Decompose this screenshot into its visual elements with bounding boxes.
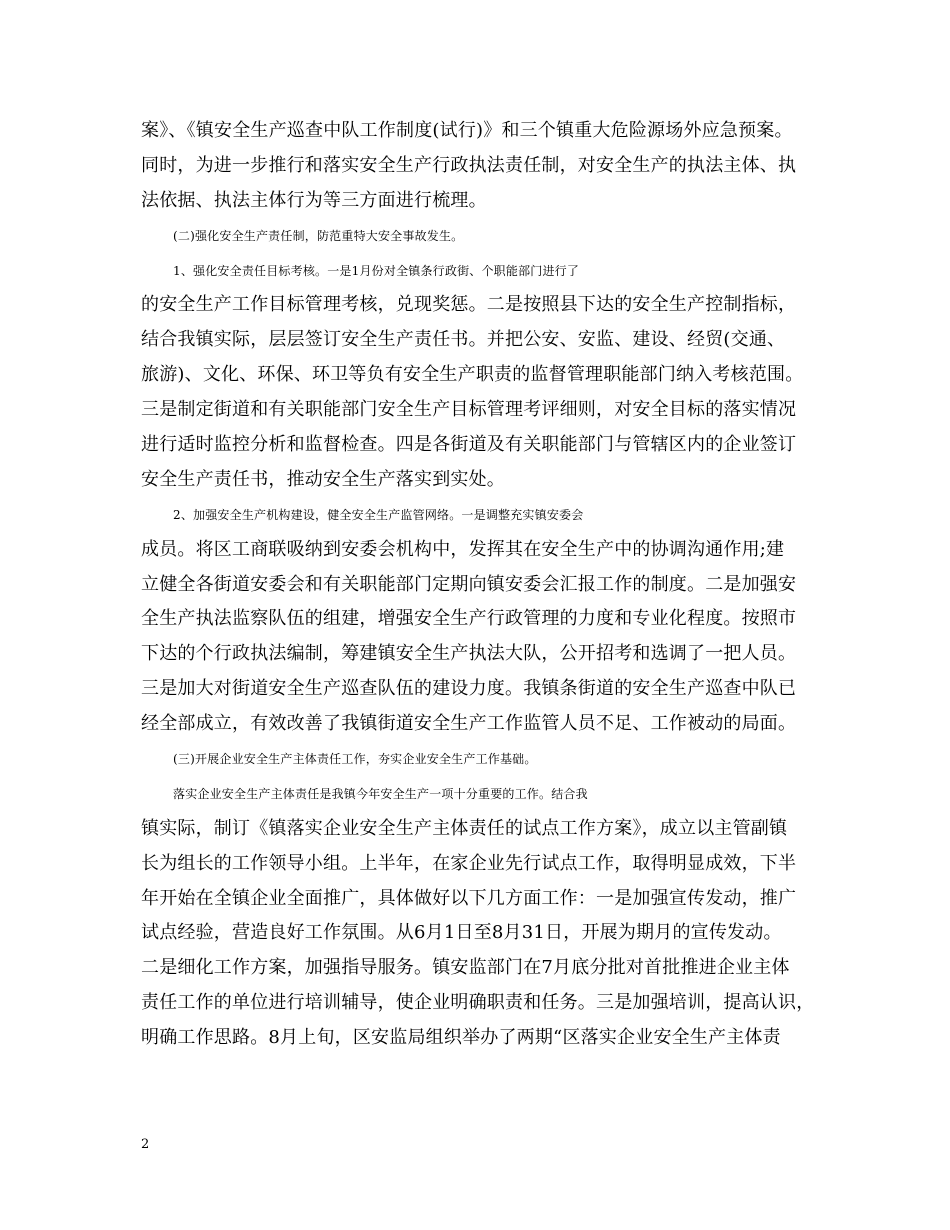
text-line: 试点经验，营造良好工作氛围。从6月1日至8月31日，开展为期月的宣传发动。	[141, 922, 782, 944]
text-line: 立健全各街道安委会和有关职能部门定期向镇安委会汇报工作的制度。二是加强安	[141, 573, 797, 595]
text-line: 结合我镇实际，层层签订安全生产责任书。并把公安、安监、建设、经贸(交通、	[141, 329, 786, 351]
text-line: 责任工作的单位进行培训辅导，使企业明确职责和任务。三是加强培训，提高认识，	[141, 992, 815, 1014]
text-line: 年开始在全镇企业全面推广，具体做好以下几方面工作：一是加强宣传发动，推广	[141, 887, 797, 909]
text-line: 2、加强安全生产机构建设，健全安全生产监管网络。一是调整充实镇安委会	[173, 507, 584, 522]
page-number: 2	[141, 1137, 150, 1152]
text-line: (二)强化安全生产责任制，防范重特大安全事故发生。	[173, 228, 464, 243]
body-text	[141, 114, 821, 1056]
text-line: 下达的个行政执法编制，筹建镇安全生产执法大队，公开招考和选调了一把人员。	[141, 643, 797, 665]
text-line: 长为组长的工作领导小组。上半年，在家企业先行试点工作，取得明显成效，下半	[141, 852, 797, 874]
text-line: 同时，为进一步推行和落实安全生产行政执法责任制，对安全生产的执法主体、执	[141, 154, 797, 176]
text-line: 安全生产责任书，推动安全生产落实到实处。	[141, 468, 505, 490]
text-line: 二是细化工作方案，加强指导服务。镇安监部门在7月底分批对首批推进企业主体	[141, 957, 790, 979]
text-line: 的安全生产工作目标管理考核，兑现奖惩。二是按照县下达的安全生产控制指标，	[141, 294, 797, 316]
text-line: 进行适时监控分析和监督检查。四是各街道及有关职能部门与管辖区内的企业签订	[141, 434, 797, 456]
text-line: 案》、《镇安全生产巡查中队工作制度(试行)》和三个镇重大危险源场外应急预案。	[141, 120, 793, 141]
text-line: 镇实际，制订《镇落实企业安全生产主体责任的试点工作方案》，成立以主管副镇	[141, 817, 788, 839]
text-line: 三是制定街道和有关职能部门安全生产目标管理考评细则，对安全目标的落实情况	[141, 399, 797, 421]
text-line: 1、强化安全责任目标考核。一是1月份对全镇条行政街、个职能部门进行了	[173, 263, 580, 278]
text-line: 明确工作思路。8月上旬，区安监局组织举办了两期“区落实企业安全生产主体责	[141, 1027, 781, 1049]
text-line: 经全部成立，有效改善了我镇街道安全生产工作监管人员不足、工作被动的局面。	[141, 713, 797, 735]
text-line: 旅游)、文化、环保、环卫等负有安全生产职责的监督管理职能部门纳入考核范围。	[141, 364, 804, 386]
text-line: (三)开展企业安全生产主体责任工作，夯实企业安全生产工作基础。	[173, 752, 537, 767]
text-line: 全生产执法监察队伍的组建，增强安全生产行政管理的力度和专业化程度。按照市	[141, 608, 797, 630]
text-line: 成员。将区工商联吸纳到安委会机构中，发挥其在安全生产中的协调沟通作用;建	[141, 538, 785, 560]
text-line: 三是加大对街道安全生产巡查队伍的建设力度。我镇条街道的安全生产巡查中队已	[141, 678, 797, 700]
text-line: 落实企业安全生产主体责任是我镇今年安全生产一项十分重要的工作。结合我	[173, 786, 588, 801]
text-line: 法依据、执法主体行为等三方面进行梳理。	[141, 189, 487, 211]
